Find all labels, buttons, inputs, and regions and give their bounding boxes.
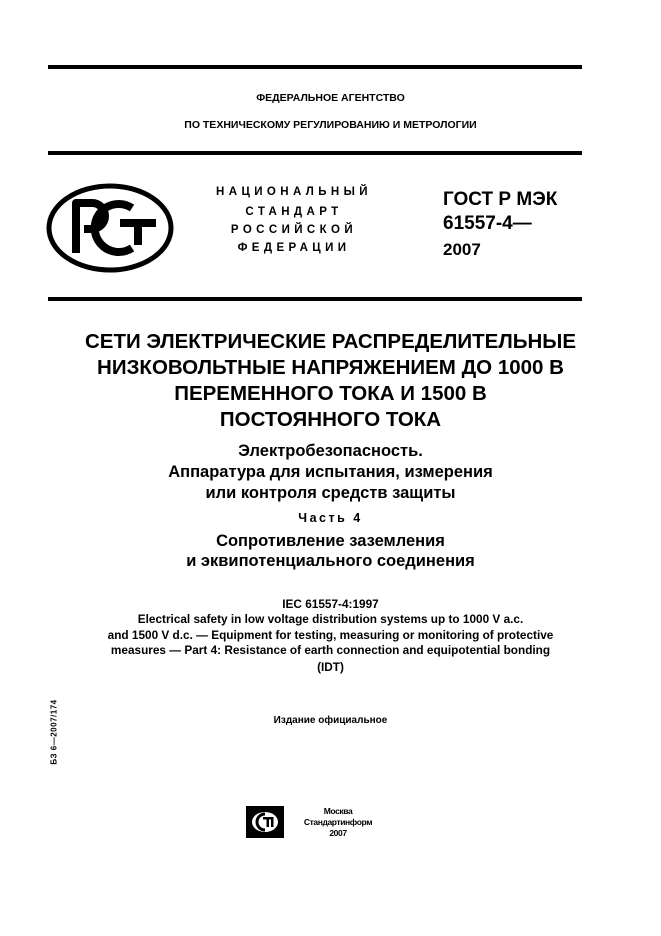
publisher-name: Стандартинформ [303,817,373,827]
gost-logo-icon [46,183,174,273]
side-print-code: БЗ 6—2007/174 [49,699,59,765]
part-title-line1: Сопротивление заземления [216,532,445,550]
main-title-line4: ПОСТОЯННОГО ТОКА [219,408,442,431]
subtitle-line2: Аппаратура для испытания, измерения [168,463,493,481]
publisher-year: 2007 [329,828,347,838]
part-label: Часть 4 [298,511,363,525]
iec-code: IEC 61557-4:1997 [282,597,379,611]
agency-name-line1: ФЕДЕРАЛЬНОЕ АГЕНТСТВО [256,92,405,104]
standard-type-line3: РОССИЙСКОЙ [230,224,358,236]
subtitle-line3: или контроля средств защиты [205,484,456,502]
lower-divider [48,297,582,301]
standard-type-line1: НАЦИОНАЛЬНЫЙ [216,186,372,198]
top-divider [48,65,582,69]
main-title-line2: НИЗКОВОЛЬТНЫЕ НАПРЯЖЕНИЕМ ДО 1000 В [97,356,564,379]
designation-year: 2007 [443,240,481,259]
designation-line2: 61557-4— [443,213,532,234]
subtitle-line1: Электробезопасность. [238,442,423,460]
iec-title-line1: Electrical safety in low voltage distribution systems up to 1000 V a.c. [137,612,524,626]
agency-name-line2: ПО ТЕХНИЧЕСКОМУ РЕГУЛИРОВАНИЮ И МЕТРОЛОГИИ [184,119,477,131]
publisher-city: Москва [323,806,353,816]
standard-type-line2: СТАНДАРТ [245,206,343,218]
iec-identity-mark: (IDT) [317,660,344,674]
part-title-line2: и эквипотенциального соединения [186,552,475,570]
designation-line1: ГОСТ Р МЭК [443,189,558,210]
edition-label: Издание официальное [273,715,388,726]
iec-title-line3: measures — Part 4: Resistance of earth connection and equipotential bonding [110,643,551,657]
iec-title-line2: and 1500 V d.c. — Equipment for testing, measuring or monitoring of protective [107,628,554,642]
main-title-line1: СЕТИ ЭЛЕКТРИЧЕСКИЕ РАСПРЕДЕЛИТЕЛЬНЫЕ [84,330,577,353]
main-title-line3: ПЕРЕМЕННОГО ТОКА И 1500 В [174,382,487,405]
middle-divider [48,151,582,155]
publisher-logo-icon [246,806,284,838]
standard-type-line4: ФЕДЕРАЦИИ [237,242,351,254]
